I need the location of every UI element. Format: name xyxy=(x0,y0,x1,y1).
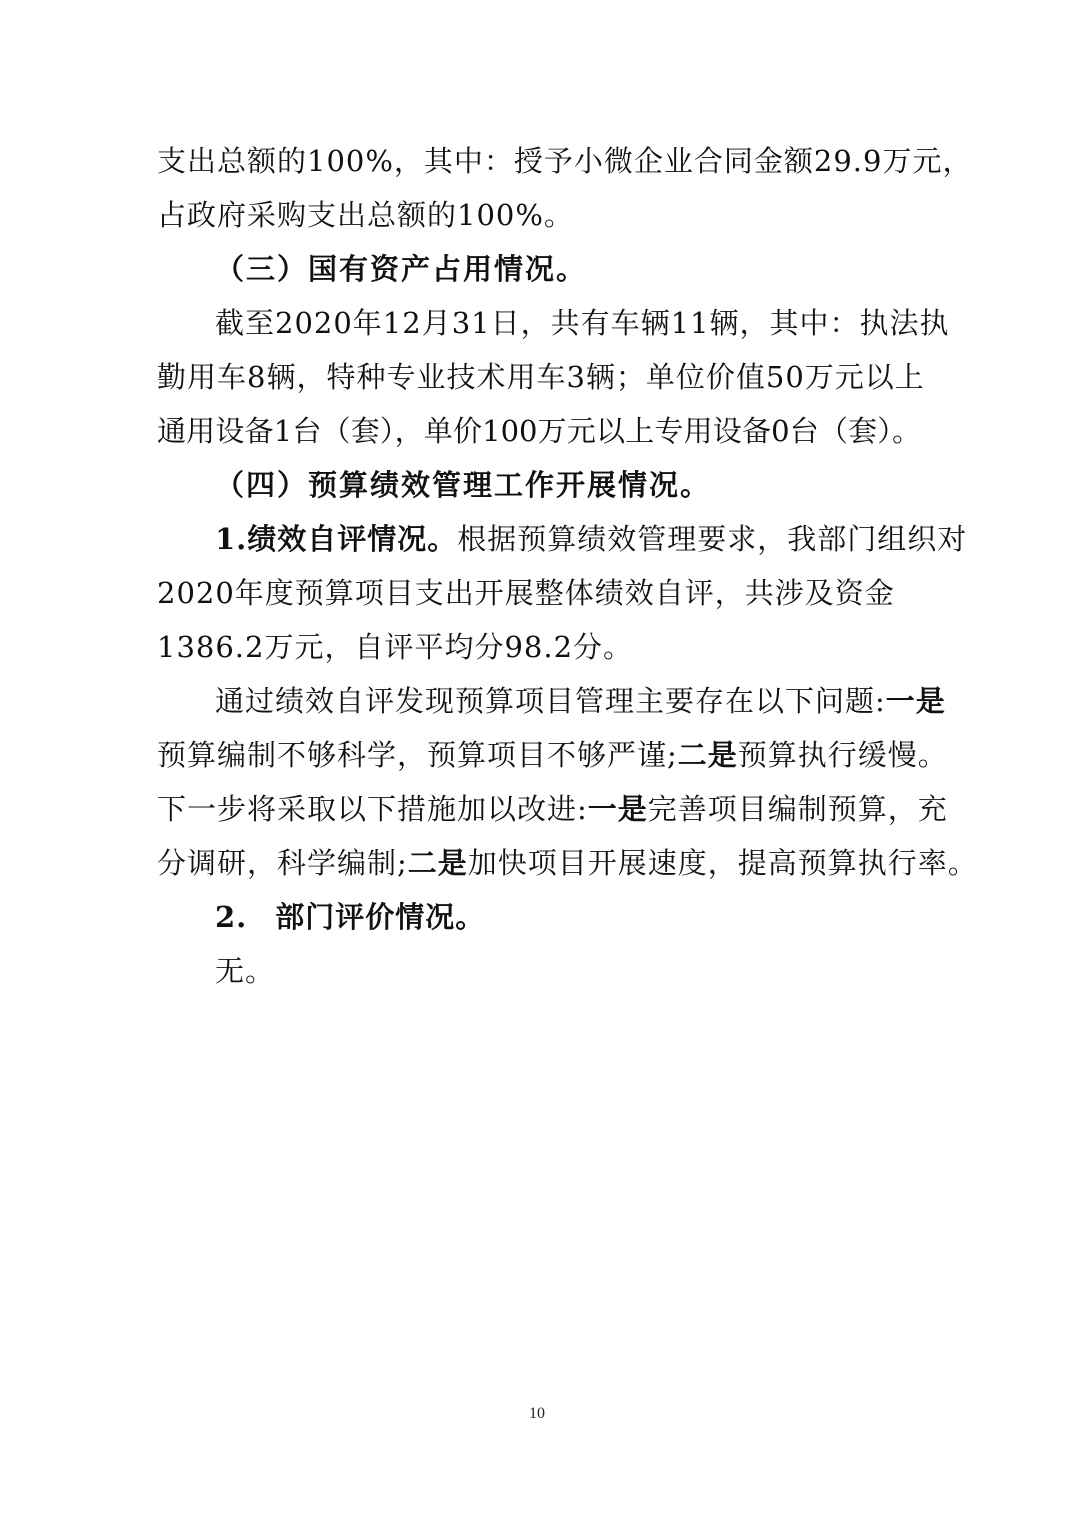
section-heading xyxy=(157,458,921,512)
text-run: 1386.2万元，自评平均分98.2分。 xyxy=(157,630,634,664)
text-run: 完善项目编制预算，充 xyxy=(647,792,948,826)
subsection-heading xyxy=(157,890,921,944)
page-number: 10 xyxy=(529,1405,545,1422)
paragraph-line xyxy=(157,296,950,350)
text-run: 支出总额的100%，其中：授予小微企业合同金额29.9万元， xyxy=(157,144,973,178)
paragraph-line xyxy=(157,404,921,458)
section-heading xyxy=(157,242,921,296)
emphasis-text: 一是 xyxy=(587,792,648,826)
heading-text: （四）预算绩效管理工作开展情况。 xyxy=(215,468,712,502)
text-run: 加快项目开展速度，提高预算执行率。 xyxy=(467,846,978,880)
paragraph-line xyxy=(157,728,948,782)
paragraph-line xyxy=(157,620,921,674)
text-run: 预算执行缓慢。 xyxy=(737,738,948,772)
text-run: 下一步将采取以下措施加以改进: xyxy=(157,792,588,826)
subsection-title: 部门评价情况。 xyxy=(275,900,486,934)
paragraph-line xyxy=(157,188,921,242)
paragraph-line xyxy=(157,944,921,998)
text-run: 无。 xyxy=(215,954,276,988)
paragraph-line xyxy=(157,836,978,890)
emphasis-text: 二是 xyxy=(407,846,468,880)
text-run: 根据预算绩效管理要求，我部门组织对 xyxy=(457,522,968,556)
paragraph-line xyxy=(157,674,946,728)
subsection-number: 2. xyxy=(215,900,248,934)
paragraph-line xyxy=(157,350,925,404)
text-run: 分调研，科学编制; xyxy=(157,846,408,880)
paragraph-line xyxy=(157,134,973,188)
emphasis-text: 一是 xyxy=(885,684,946,718)
text-run: 通过绩效自评发现预算项目管理主要存在以下问题: xyxy=(215,684,886,718)
text-run: 占政府采购支出总额的100%。 xyxy=(157,198,574,232)
text-run: 截至2020年12月31日，共有车辆11辆，其中：执法执 xyxy=(215,306,950,340)
text-run: 预算编制不够科学，预算项目不够严谨; xyxy=(157,738,678,772)
text-run: 勤用车8辆，特种专业技术用车3辆；单位价值50万元以上 xyxy=(157,360,925,394)
paragraph-line xyxy=(157,512,968,566)
paragraph-line xyxy=(157,566,921,620)
text-run: 2020年度预算项目支出开展整体绩效自评，共涉及资金 xyxy=(157,576,895,610)
heading-text: （三）国有资产占用情况。 xyxy=(215,252,588,286)
text-run: 通用设备1台（套），单价100万元以上专用设备0台（套）。 xyxy=(157,414,921,448)
emphasis-text: 二是 xyxy=(677,738,738,772)
body-text xyxy=(157,134,978,998)
paragraph-line xyxy=(157,782,948,836)
subheading-text: 1.绩效自评情况。 xyxy=(215,522,458,556)
